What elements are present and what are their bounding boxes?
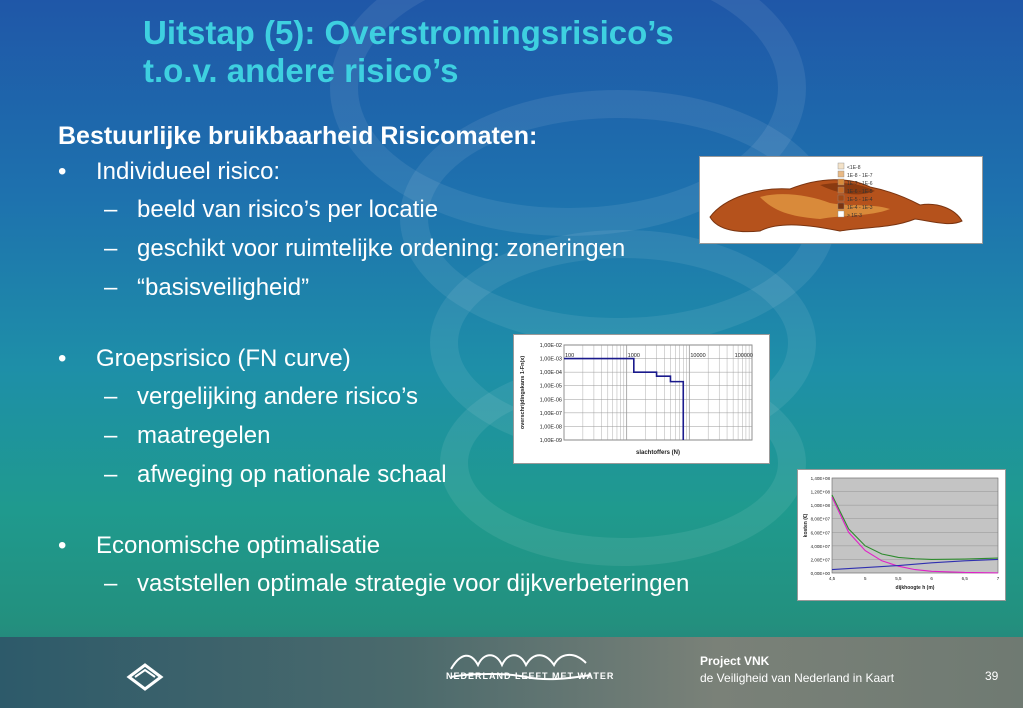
rijkswaterstaat-logo-icon <box>125 655 165 695</box>
sub-bullet-text: vaststellen optimale strategie voor dijkverbeteringen <box>137 570 690 597</box>
footer-project-title: Project VNK <box>700 654 770 668</box>
x-tick-label: 5,5 <box>895 576 902 581</box>
legend-swatch <box>838 163 844 169</box>
footer-project-subtitle: de Veiligheid van Nederland in Kaart <box>700 671 895 685</box>
sub-bullet <box>58 229 689 268</box>
legend-swatch <box>838 195 844 201</box>
x-tick-label: 100 <box>565 353 575 359</box>
y-tick-label: 1,00E-06 <box>539 397 562 404</box>
fn-curve-chart-card <box>513 334 770 464</box>
dash-symbol: – <box>104 383 118 410</box>
bullet-individueel-risico <box>58 154 689 190</box>
footer-bar <box>0 637 1023 708</box>
fn-curve-chart <box>514 335 769 463</box>
sub-bullet <box>58 564 689 603</box>
y-tick-label: 1,00E-04 <box>539 370 562 377</box>
y-tick-label: 1,00E-08 <box>539 424 562 431</box>
slide-number: 39 <box>985 669 999 683</box>
y-tick-label: 0,00E+00 <box>810 571 830 576</box>
x-tick-label: 4,5 <box>828 576 836 581</box>
x-tick-label: 100000 <box>734 353 753 359</box>
dash-symbol: – <box>104 196 118 223</box>
individual-risk-map <box>699 156 983 244</box>
bullet-symbol: • <box>58 532 67 559</box>
legend-swatch <box>838 171 844 177</box>
sub-bullet-text: vergelijking andere risico’s <box>137 383 419 410</box>
x-tick-label: 1000 <box>627 353 640 359</box>
legend-label: <1E-8 <box>847 165 861 171</box>
nederland-leeft-met-water-logo-icon <box>446 647 596 687</box>
x-tick-label: 7 <box>996 576 1000 581</box>
x-tick-label: 6,5 <box>961 576 968 581</box>
legend-label: 1E-7 - 1E-6 <box>847 181 873 187</box>
sub-bullet-text: “basisveiligheid” <box>137 274 310 301</box>
x-axis-label: dijkhoogte h (m) <box>895 585 935 591</box>
dash-symbol: – <box>104 422 118 449</box>
bullet-label: Economische optimalisatie <box>96 532 381 559</box>
slide-title <box>143 14 674 90</box>
bullet-symbol: • <box>58 345 67 372</box>
dash-symbol: – <box>104 570 118 597</box>
footer-brand-text: NEDERLAND LEEFT MET WATER <box>446 671 615 681</box>
y-tick-label: 1,00E-07 <box>539 410 562 417</box>
legend-swatch <box>838 211 844 217</box>
x-tick-label: 5 <box>863 576 867 581</box>
optimization-chart <box>798 470 1005 600</box>
bullet-label: Individueel risico: <box>96 158 281 185</box>
sub-bullet-text: maatregelen <box>137 422 271 449</box>
legend-label: 1E-6 - 1E-5 <box>847 189 873 195</box>
sub-bullet-text: afweging op nationale schaal <box>137 461 447 488</box>
title-line-1: Uitstap (5): Overstromingsrisico’s <box>143 14 674 51</box>
y-tick-label: 1,00E-05 <box>539 383 562 390</box>
dash-symbol: – <box>104 235 118 262</box>
legend-swatch <box>838 179 844 185</box>
section-heading: Bestuurlijke bruikbaarheid Risicomaten: <box>58 122 538 150</box>
y-tick-label: 1,00E+08 <box>810 503 830 509</box>
sub-bullet-text: geschikt voor ruimtelijke ordening: zoneringen <box>137 235 626 262</box>
legend-label: 1E-8 - 1E-7 <box>847 173 873 179</box>
dash-symbol: – <box>104 274 118 301</box>
y-tick-label: 6,00E+07 <box>810 530 830 536</box>
y-tick-label: 4,00E+07 <box>810 543 830 549</box>
legend-label: 1E-5 - 1E-4 <box>847 197 873 203</box>
optimization-chart-card <box>797 469 1006 601</box>
y-axis-label: overschrijdingskans 1-Fn(x) <box>520 355 526 430</box>
x-tick-label: 10000 <box>690 353 706 359</box>
y-tick-label: 1,00E-03 <box>539 356 562 363</box>
title-line-2: t.o.v. andere risico’s <box>143 52 459 89</box>
y-tick-label: 1,00E-02 <box>539 343 562 349</box>
bullet-symbol: • <box>58 158 67 185</box>
legend-swatch <box>838 203 844 209</box>
sub-bullet <box>58 190 689 229</box>
dash-symbol: – <box>104 461 118 488</box>
bullet-label: Groepsrisico (FN curve) <box>96 345 351 372</box>
bullet-economische-optimalisatie <box>58 528 689 564</box>
y-axis-label: kosten (€) <box>803 513 809 538</box>
y-tick-label: 1,40E+08 <box>810 476 830 481</box>
y-tick-label: 1,20E+08 <box>810 489 830 495</box>
y-tick-label: 2,00E+07 <box>810 557 830 563</box>
x-tick-label: 6 <box>930 576 933 581</box>
sub-bullet-text: beeld van risico’s per locatie <box>137 196 439 223</box>
y-tick-label: 8,00E+07 <box>810 516 830 522</box>
legend-label: 1E-4 - 1E-3 <box>847 205 873 211</box>
legend-label: > 1E-3 <box>847 213 862 219</box>
x-axis-label: slachtoffers (N) <box>635 450 681 456</box>
sub-bullet <box>58 268 689 307</box>
legend-swatch <box>838 187 844 193</box>
y-tick-label: 1,00E-09 <box>539 438 562 444</box>
risk-map-image <box>700 157 982 243</box>
